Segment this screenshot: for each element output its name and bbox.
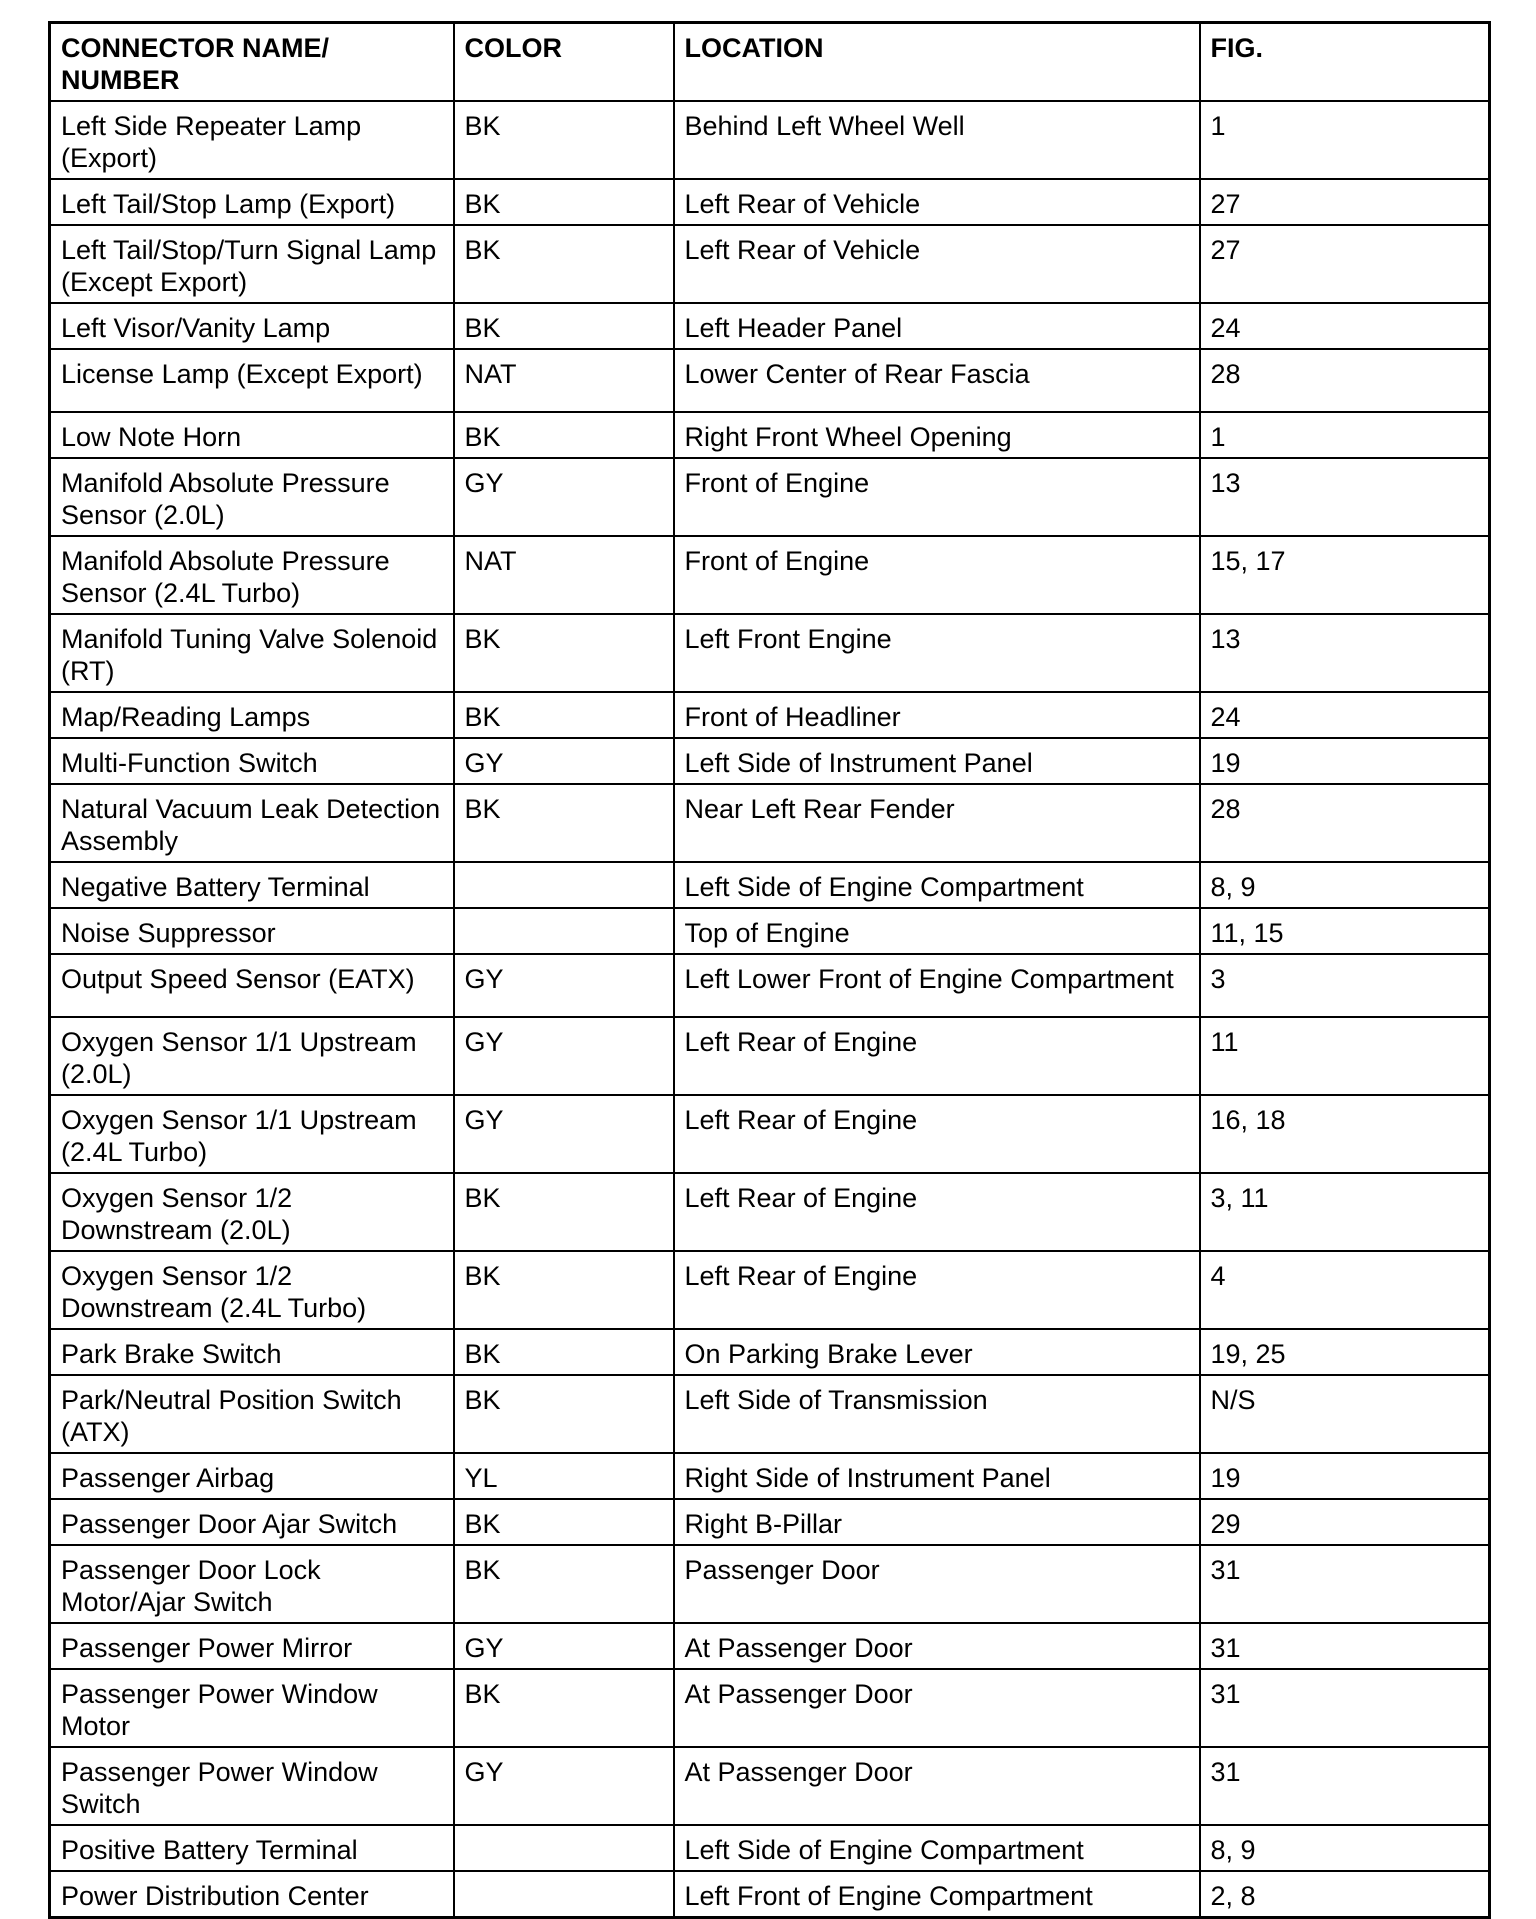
- table-row: [50, 1017, 1490, 1095]
- cell-fig: 19, 25: [1200, 1329, 1490, 1375]
- table-row: [50, 1375, 1490, 1453]
- cell-fig: 31: [1200, 1623, 1490, 1669]
- cell-connector-name: Negative Battery Terminal: [50, 862, 454, 908]
- cell-connector-name: Passenger Power Window Switch: [50, 1747, 454, 1825]
- table-header: [50, 23, 1490, 102]
- cell-color: BK: [454, 225, 674, 303]
- table-row: [50, 303, 1490, 349]
- cell-fig: 16, 18: [1200, 1095, 1490, 1173]
- cell-fig: N/S: [1200, 1375, 1490, 1453]
- cell-location: Left Side of Instrument Panel: [674, 738, 1200, 784]
- cell-connector-name: Left Tail/Stop Lamp (Export): [50, 179, 454, 225]
- table-row: [50, 225, 1490, 303]
- cell-connector-name: Output Speed Sensor (EATX): [50, 954, 454, 1017]
- cell-connector-name: Manifold Absolute Pressure Sensor (2.0L): [50, 458, 454, 536]
- table-body: [50, 101, 1490, 1918]
- cell-location: Left Front of Engine Compartment: [674, 1871, 1200, 1918]
- cell-color: [454, 908, 674, 954]
- cell-color: BK: [454, 101, 674, 179]
- cell-connector-name: Passenger Power Mirror: [50, 1623, 454, 1669]
- table-row: [50, 1453, 1490, 1499]
- cell-location: At Passenger Door: [674, 1747, 1200, 1825]
- cell-fig: 28: [1200, 784, 1490, 862]
- cell-color: BK: [454, 692, 674, 738]
- cell-fig: 3: [1200, 954, 1490, 1017]
- cell-color: GY: [454, 954, 674, 1017]
- table-row: [50, 1747, 1490, 1825]
- cell-location: Passenger Door: [674, 1545, 1200, 1623]
- cell-fig: 11: [1200, 1017, 1490, 1095]
- cell-color: GY: [454, 1623, 674, 1669]
- cell-fig: 28: [1200, 349, 1490, 412]
- cell-color: GY: [454, 1017, 674, 1095]
- cell-color: NAT: [454, 349, 674, 412]
- cell-connector-name: Left Tail/Stop/Turn Signal Lamp (Except Export): [50, 225, 454, 303]
- table-row: [50, 179, 1490, 225]
- cell-color: BK: [454, 614, 674, 692]
- cell-location: Left Rear of Engine: [674, 1017, 1200, 1095]
- table-row: [50, 101, 1490, 179]
- cell-location: Near Left Rear Fender: [674, 784, 1200, 862]
- cell-color: NAT: [454, 536, 674, 614]
- table-row: [50, 862, 1490, 908]
- cell-color: BK: [454, 1251, 674, 1329]
- cell-connector-name: Power Distribution Center: [50, 1871, 454, 1918]
- header-row: [50, 23, 1490, 102]
- cell-location: At Passenger Door: [674, 1623, 1200, 1669]
- cell-fig: 13: [1200, 458, 1490, 536]
- cell-location: Left Front Engine: [674, 614, 1200, 692]
- cell-fig: 13: [1200, 614, 1490, 692]
- connector-table: [48, 21, 1491, 1919]
- cell-fig: 8, 9: [1200, 1825, 1490, 1871]
- cell-location: Front of Engine: [674, 458, 1200, 536]
- cell-fig: 19: [1200, 738, 1490, 784]
- cell-connector-name: Oxygen Sensor 1/1 Upstream (2.4L Turbo): [50, 1095, 454, 1173]
- cell-color: GY: [454, 738, 674, 784]
- table-row: [50, 412, 1490, 458]
- cell-fig: 31: [1200, 1669, 1490, 1747]
- cell-location: Left Side of Engine Compartment: [674, 1825, 1200, 1871]
- table-row: [50, 1825, 1490, 1871]
- cell-connector-name: License Lamp (Except Export): [50, 349, 454, 412]
- cell-color: BK: [454, 1173, 674, 1251]
- cell-connector-name: Oxygen Sensor 1/2 Downstream (2.4L Turbo): [50, 1251, 454, 1329]
- cell-location: Right Front Wheel Opening: [674, 412, 1200, 458]
- table-row: [50, 1545, 1490, 1623]
- cell-location: Left Rear of Vehicle: [674, 225, 1200, 303]
- cell-connector-name: Passenger Airbag: [50, 1453, 454, 1499]
- cell-fig: 2, 8: [1200, 1871, 1490, 1918]
- cell-color: [454, 1825, 674, 1871]
- cell-location: Left Rear of Engine: [674, 1173, 1200, 1251]
- cell-color: BK: [454, 1499, 674, 1545]
- cell-location: On Parking Brake Lever: [674, 1329, 1200, 1375]
- connector-table-sheet: [48, 21, 1488, 1919]
- cell-connector-name: Passenger Power Window Motor: [50, 1669, 454, 1747]
- cell-fig: 31: [1200, 1545, 1490, 1623]
- cell-location: Left Side of Transmission: [674, 1375, 1200, 1453]
- cell-connector-name: Park Brake Switch: [50, 1329, 454, 1375]
- table-row: [50, 614, 1490, 692]
- cell-connector-name: Oxygen Sensor 1/1 Upstream (2.0L): [50, 1017, 454, 1095]
- table-row: [50, 1251, 1490, 1329]
- cell-connector-name: Noise Suppressor: [50, 908, 454, 954]
- cell-location: Left Lower Front of Engine Compartment: [674, 954, 1200, 1017]
- cell-connector-name: Manifold Tuning Valve Solenoid (RT): [50, 614, 454, 692]
- cell-connector-name: Map/Reading Lamps: [50, 692, 454, 738]
- cell-color: [454, 862, 674, 908]
- cell-location: Left Rear of Engine: [674, 1095, 1200, 1173]
- cell-location: Right B-Pillar: [674, 1499, 1200, 1545]
- cell-connector-name: Passenger Door Lock Motor/Ajar Switch: [50, 1545, 454, 1623]
- table-row: [50, 908, 1490, 954]
- cell-fig: 24: [1200, 692, 1490, 738]
- table-row: [50, 1499, 1490, 1545]
- cell-fig: 29: [1200, 1499, 1490, 1545]
- cell-fig: 1: [1200, 412, 1490, 458]
- cell-color: BK: [454, 784, 674, 862]
- cell-color: BK: [454, 1545, 674, 1623]
- cell-location: Lower Center of Rear Fascia: [674, 349, 1200, 412]
- cell-connector-name: Natural Vacuum Leak Detection Assembly: [50, 784, 454, 862]
- cell-color: GY: [454, 458, 674, 536]
- cell-location: Front of Headliner: [674, 692, 1200, 738]
- cell-connector-name: Passenger Door Ajar Switch: [50, 1499, 454, 1545]
- cell-location: Left Rear of Vehicle: [674, 179, 1200, 225]
- cell-connector-name: Left Visor/Vanity Lamp: [50, 303, 454, 349]
- table-row: [50, 1095, 1490, 1173]
- cell-connector-name: Positive Battery Terminal: [50, 1825, 454, 1871]
- cell-color: BK: [454, 412, 674, 458]
- cell-color: BK: [454, 1329, 674, 1375]
- cell-fig: 15, 17: [1200, 536, 1490, 614]
- cell-color: [454, 1871, 674, 1918]
- cell-connector-name: Low Note Horn: [50, 412, 454, 458]
- cell-connector-name: Oxygen Sensor 1/2 Downstream (2.0L): [50, 1173, 454, 1251]
- cell-color: YL: [454, 1453, 674, 1499]
- cell-location: Front of Engine: [674, 536, 1200, 614]
- cell-connector-name: Park/Neutral Position Switch (ATX): [50, 1375, 454, 1453]
- table-row: [50, 458, 1490, 536]
- cell-fig: 8, 9: [1200, 862, 1490, 908]
- cell-fig: 27: [1200, 179, 1490, 225]
- cell-color: BK: [454, 303, 674, 349]
- cell-color: BK: [454, 1669, 674, 1747]
- cell-location: Left Rear of Engine: [674, 1251, 1200, 1329]
- table-row: [50, 1871, 1490, 1918]
- table-row: [50, 738, 1490, 784]
- cell-fig: 31: [1200, 1747, 1490, 1825]
- cell-fig: 3, 11: [1200, 1173, 1490, 1251]
- table-row: [50, 784, 1490, 862]
- header-fig: FIG.: [1200, 23, 1490, 102]
- header-connector-name: CONNECTOR NAME/ NUMBER: [50, 23, 454, 102]
- cell-connector-name: Manifold Absolute Pressure Sensor (2.4L Turbo): [50, 536, 454, 614]
- cell-fig: 4: [1200, 1251, 1490, 1329]
- table-row: [50, 692, 1490, 738]
- cell-color: BK: [454, 1375, 674, 1453]
- table-row: [50, 954, 1490, 1017]
- cell-fig: 27: [1200, 225, 1490, 303]
- cell-color: BK: [454, 179, 674, 225]
- cell-fig: 19: [1200, 1453, 1490, 1499]
- table-row: [50, 536, 1490, 614]
- cell-location: Left Side of Engine Compartment: [674, 862, 1200, 908]
- cell-location: Left Header Panel: [674, 303, 1200, 349]
- cell-fig: 24: [1200, 303, 1490, 349]
- cell-location: Top of Engine: [674, 908, 1200, 954]
- cell-location: Right Side of Instrument Panel: [674, 1453, 1200, 1499]
- table-row: [50, 349, 1490, 412]
- table-row: [50, 1329, 1490, 1375]
- cell-location: At Passenger Door: [674, 1669, 1200, 1747]
- header-location: LOCATION: [674, 23, 1200, 102]
- cell-connector-name: Left Side Repeater Lamp (Export): [50, 101, 454, 179]
- cell-fig: 1: [1200, 101, 1490, 179]
- cell-connector-name: Multi-Function Switch: [50, 738, 454, 784]
- header-color: COLOR: [454, 23, 674, 102]
- cell-color: GY: [454, 1095, 674, 1173]
- cell-fig: 11, 15: [1200, 908, 1490, 954]
- table-row: [50, 1669, 1490, 1747]
- table-row: [50, 1173, 1490, 1251]
- table-row: [50, 1623, 1490, 1669]
- cell-color: GY: [454, 1747, 674, 1825]
- cell-location: Behind Left Wheel Well: [674, 101, 1200, 179]
